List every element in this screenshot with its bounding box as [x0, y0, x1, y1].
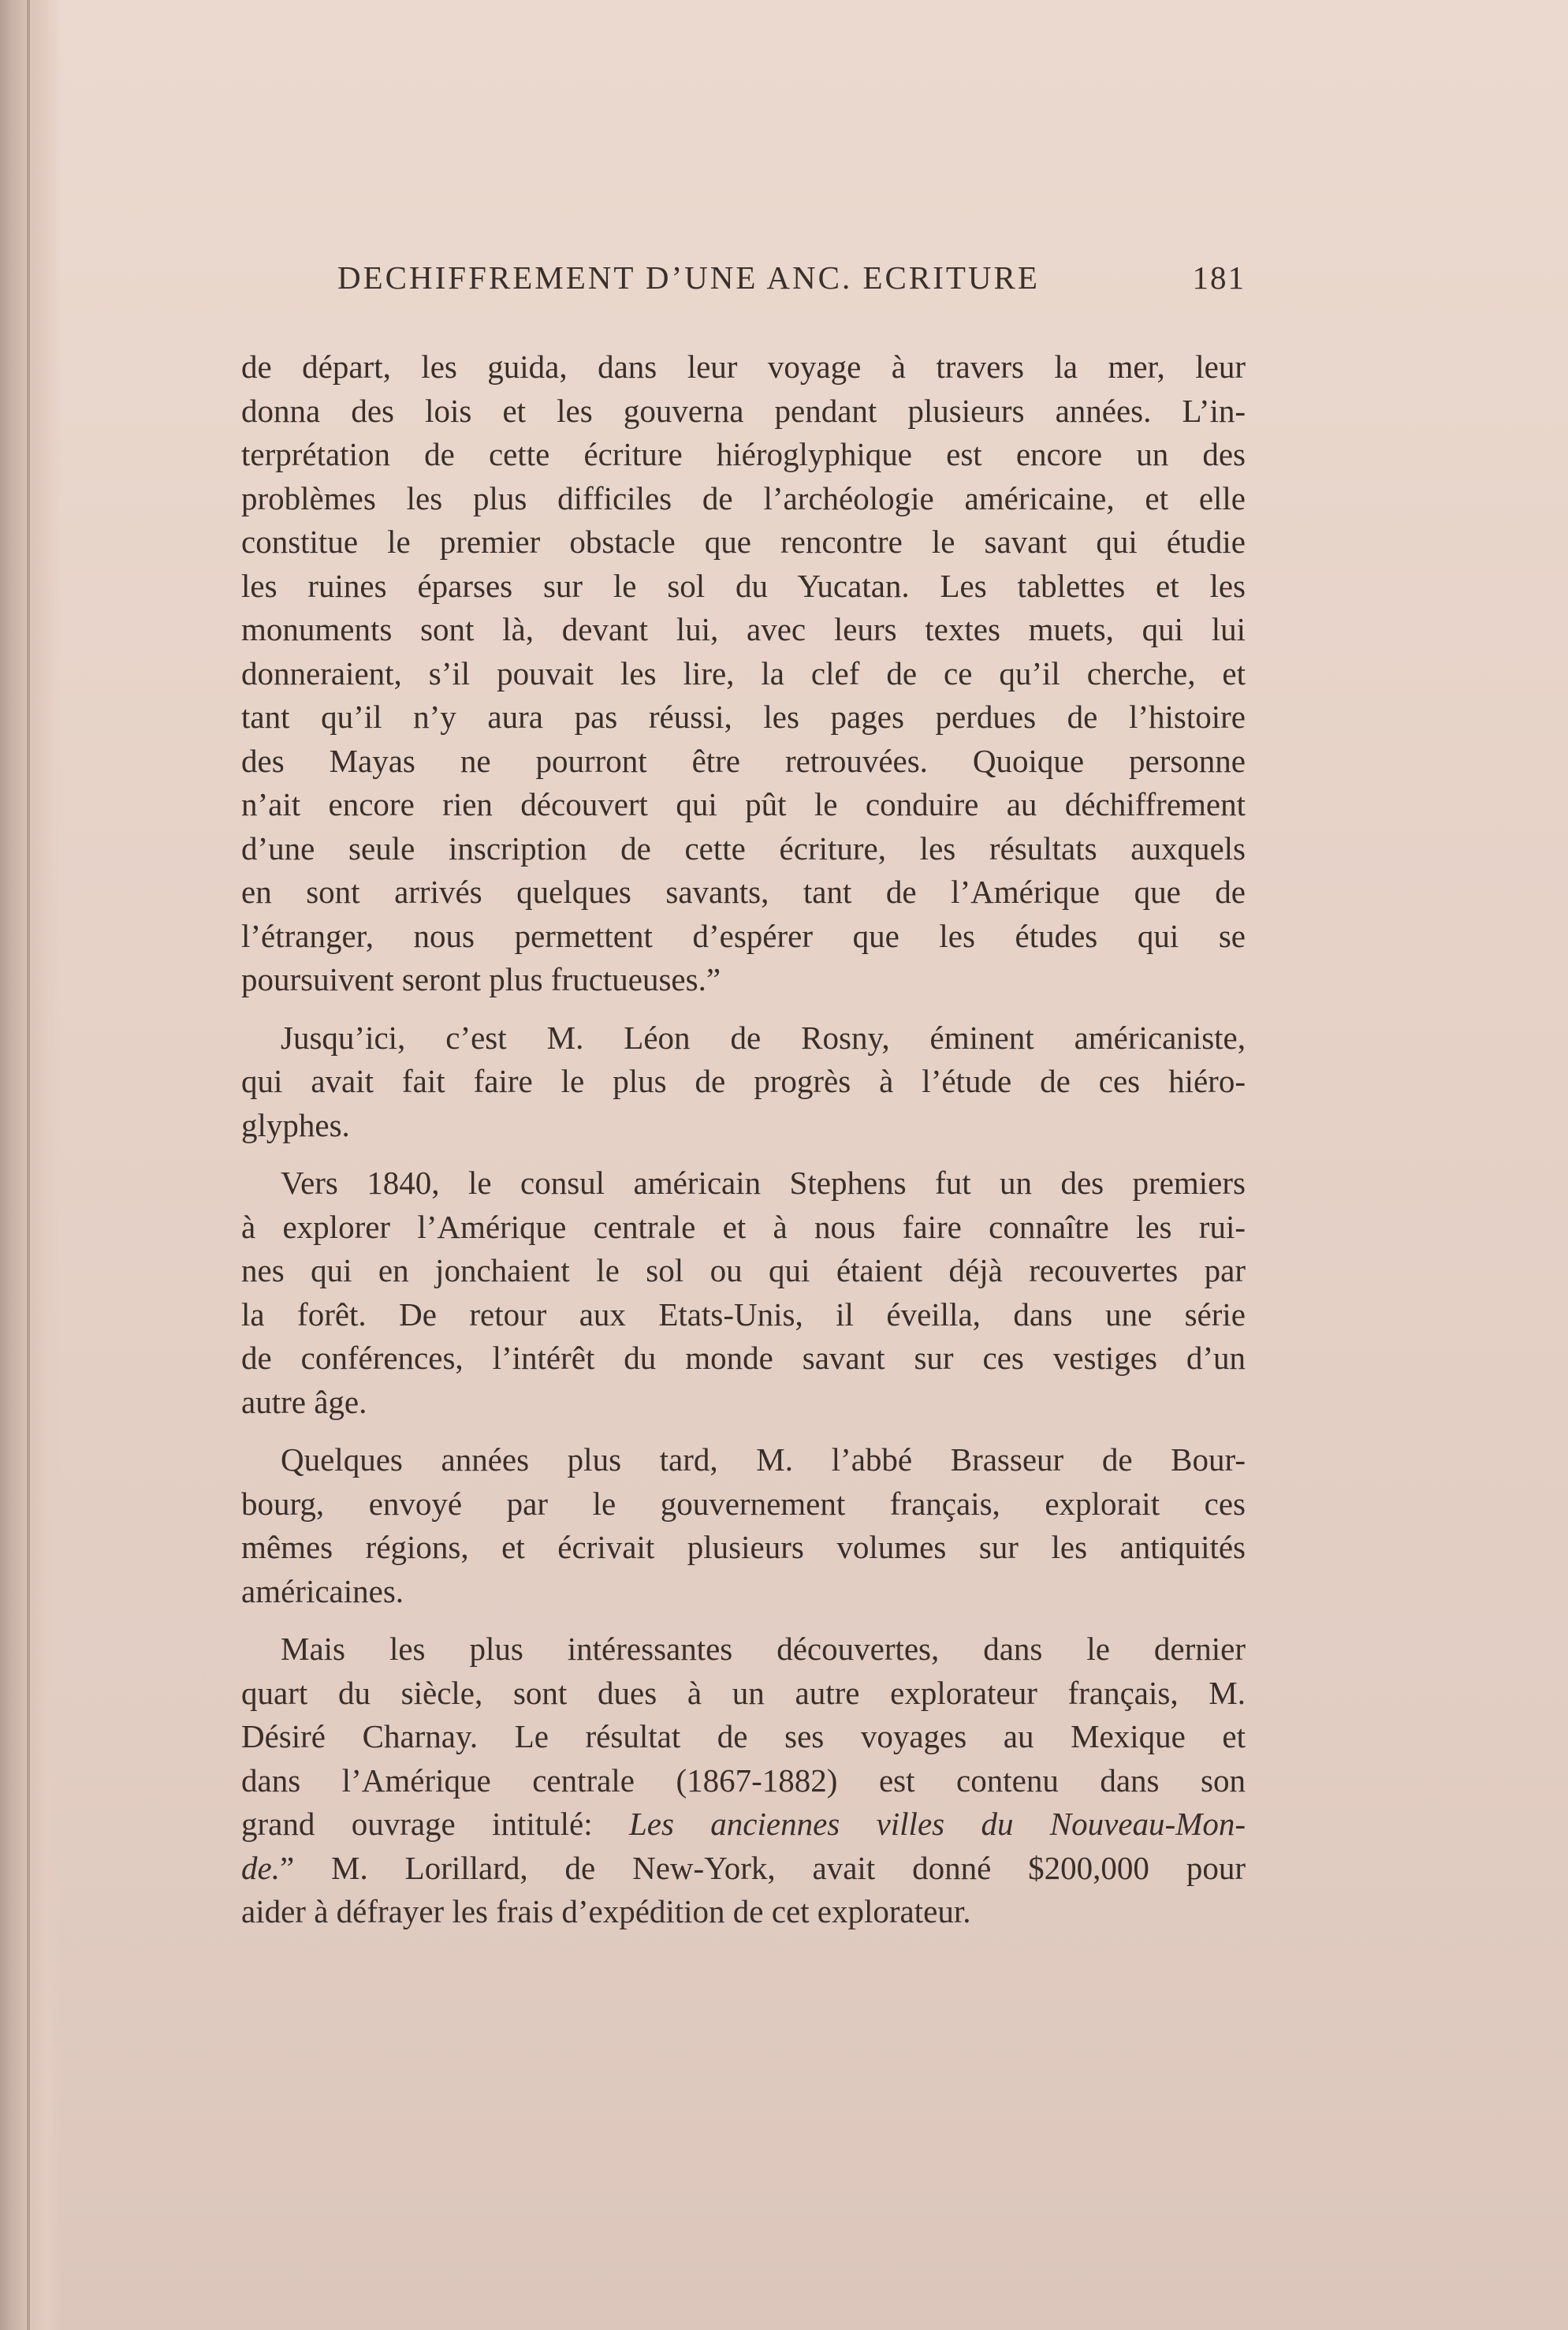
text-line: Désiré Charnay. Le résultat de ses voyages au Mexique et [241, 1718, 1246, 1754]
book-spine-shadow [0, 0, 61, 2330]
book-title-italic: de. [241, 1849, 280, 1886]
text-line: Jusqu’ici, c’est M. Léon de Rosny, éminent américaniste, [281, 1019, 1246, 1056]
text-line: l’étranger, nous permettent d’espérer que les études qui se [241, 917, 1246, 954]
text-line: des Mayas ne pourront être retrouvées. Quoique personne [241, 742, 1246, 779]
text-line: Vers 1840, le consul américain Stephens fut un des premiers [281, 1165, 1246, 1201]
text-line: autre âge. [241, 1383, 367, 1420]
text-line: bourg, envoyé par le gouvernement français, explorait ces [241, 1485, 1246, 1522]
paragraph-3 [241, 1161, 1246, 1424]
text-line: glyphes. [241, 1106, 350, 1143]
text-line: à explorer l’Amérique centrale et à nous faire connaître les rui- [241, 1208, 1246, 1245]
page-number: 181 [1192, 259, 1246, 296]
text-line: en sont arrivés quelques savants, tant de l’Amérique que de [241, 874, 1246, 910]
text-line: tant qu’il n’y aura pas réussi, les pages perdues de l’histoire [241, 699, 1246, 735]
text-line: de conférences, l’intérêt du monde savant sur ces vestiges d’un [241, 1340, 1246, 1376]
paragraph-4 [241, 1438, 1246, 1613]
running-head [337, 259, 1246, 306]
text-line: Quelques années plus tard, M. l’abbé Brasseur de Bour- [281, 1441, 1246, 1478]
text-line: aider à défrayer les frais d’expédition de cet explorateur. [241, 1893, 971, 1929]
paragraph-5 [241, 1627, 1246, 1934]
text-line: donna des lois et les gouverna pendant plusieurs années. L’in- [241, 392, 1246, 429]
text-line: de départ, les guida, dans leur voyage à travers la mer, leur [241, 349, 1246, 385]
text-line: américaines. [241, 1572, 404, 1609]
text-line: nes qui en jonchaient le sol ou qui étaient déjà recouvertes par [241, 1252, 1246, 1288]
text-line: constitue le premier obstacle que rencontre le savant qui étudie [241, 524, 1246, 560]
text-segment: ” M. Lorillard, de New-York, avait donné $200,000 pour [279, 1849, 1246, 1886]
running-head-title: DECHIFFREMENT D’UNE ANC. ECRITURE [337, 259, 1040, 296]
text-line: terprétation de cette écriture hiéroglyphique est encore un des [241, 436, 1246, 472]
text-line: donneraient, s’il pouvait les lire, la clef de ce qu’il cherche, et [241, 654, 1246, 692]
text-line: la forêt. De retour aux Etats-Unis, il éveilla, dans une série [241, 1295, 1246, 1333]
text-line: qui avait fait faire le plus de progrès à l’étude de ces hiéro- [241, 1063, 1246, 1099]
text-line: poursuivent seront plus fructueuses.” [241, 961, 721, 997]
text-line: quart du siècle, sont dues à un autre explorateur français, M. [241, 1674, 1246, 1711]
body-text [241, 345, 1246, 1948]
text-line: les ruines éparses sur le sol du Yucatan. Les tablettes et les [241, 567, 1246, 604]
text-line: problèmes les plus difficiles de l’archéologie américaine, et elle [241, 479, 1246, 516]
text-line-with-title [241, 1802, 1246, 1847]
text-line: d’une seule inscription de cette écriture, les résultats auxquels [241, 829, 1246, 867]
text-line: Mais les plus intéressantes découvertes, dans le dernier [281, 1631, 1246, 1667]
book-title-italic: Les anciennes villes du Nouveau-Mon- [628, 1806, 1246, 1842]
paragraph-1 [241, 345, 1246, 1002]
text-line: mêmes régions, et écrivait plusieurs volumes sur les antiquités [241, 1529, 1246, 1565]
text-line: n’ait encore rien découvert qui pût le conduire au déchiffrement [241, 786, 1246, 822]
text-segment: grand ouvrage intitulé: [241, 1806, 629, 1842]
text-line: monuments sont là, devant lui, avec leurs textes muets, qui lui [241, 611, 1246, 647]
text-line-with-title [241, 1847, 1246, 1891]
text-line: dans l’Amérique centrale (1867-1882) est contenu dans son [241, 1761, 1246, 1799]
paragraph-2 [241, 1016, 1246, 1148]
